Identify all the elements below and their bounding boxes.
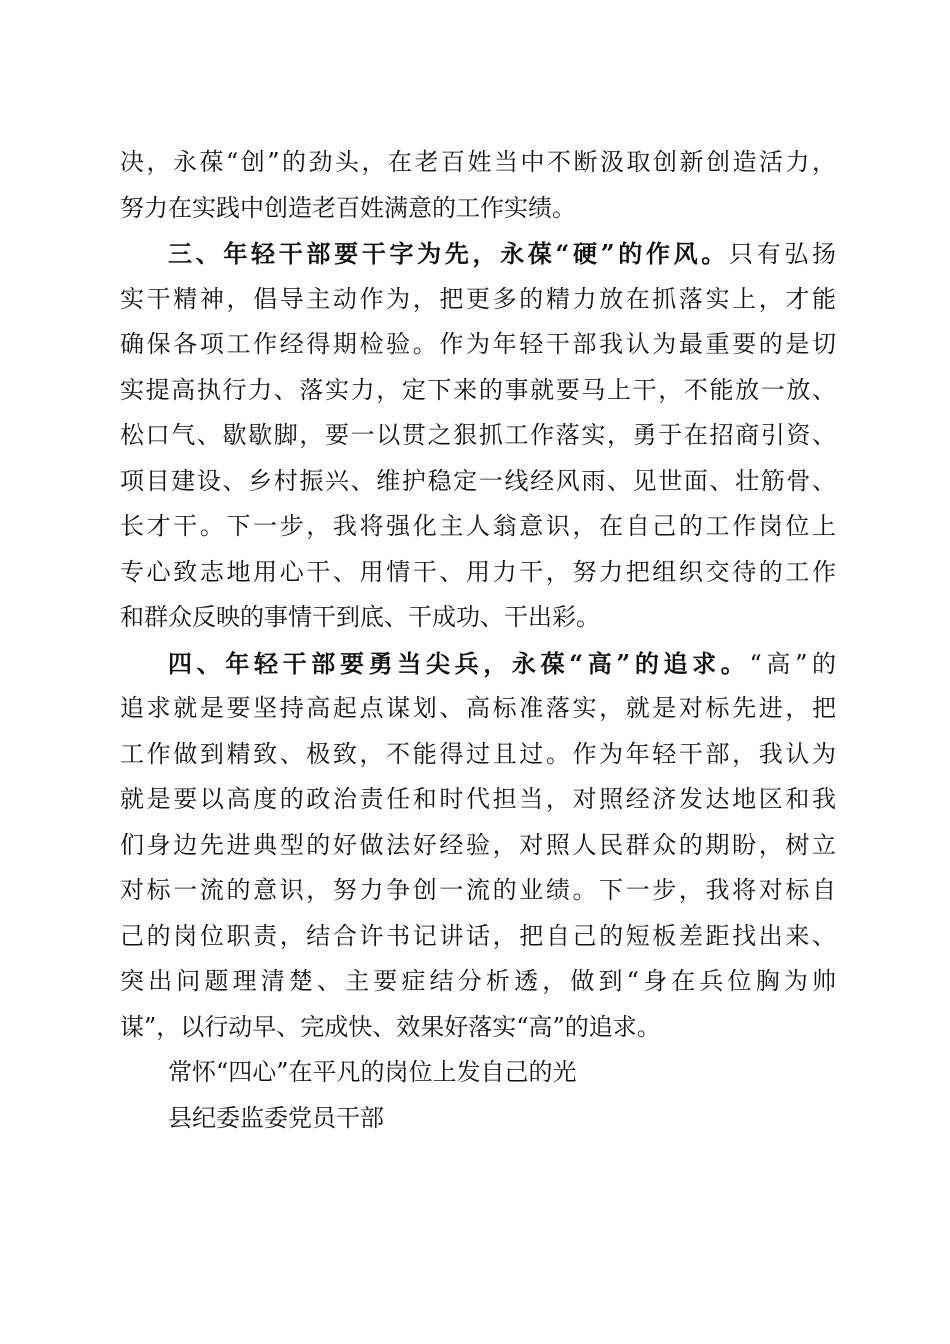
paragraph-line: 决，永葆“创”的劲头，在老百姓当中不断汲取创新创造活力，	[120, 148, 836, 176]
paragraph-line: 们身边先进典型的好做法好经验，对照人民群众的期盼，树立	[120, 830, 836, 859]
paragraph-line: 对标一流的意识，努力争创一流的业绩。下一步，我将对标自	[120, 876, 836, 904]
paragraph-first-line	[120, 231, 836, 277]
paragraph-text: 只有弘扬	[728, 240, 836, 268]
paragraph-line: 谋”，以行动早、完成快、效果好落实“高”的追求。	[120, 1012, 661, 1041]
article-author: 县纪委监委党员干部	[168, 1103, 384, 1132]
paragraph-line: 实提高执行力、落实力，定下来的事就要马上干，不能放一放、	[120, 375, 836, 404]
paragraph-line: 就是要以高度的政治责任和时代担当，对照经济发达地区和我	[120, 785, 836, 813]
paragraph-line: 突出问题理清楚、主要症结分析透，做到“身在兵位胸为帅	[120, 967, 836, 995]
paragraph-text: “高”的	[749, 649, 836, 678]
paragraph-line: 松口气、歇歇脚，要一以贯之狠抓工作落实，勇于在招商引资、	[120, 421, 836, 449]
section-heading: 三、年轻干部要干字为先，永葆“硬”的作风。	[168, 239, 729, 268]
paragraph-line: 长才干。下一步，我将强化主人翁意识，在自己的工作岗位上	[120, 512, 836, 540]
article-title: 常怀“四心”在平凡的岗位上发自己的光	[168, 1058, 577, 1086]
paragraph-first-line	[120, 641, 836, 687]
paragraph-line: 专心致志地用心干、用情干、用力干，努力把组织交待的工作	[120, 557, 836, 586]
paragraph-line: 己的岗位职责，结合许书记讲话，把自己的短板差距找出来、	[120, 921, 836, 950]
paragraph-line: 工作做到精致、极致，不能得过且过。作为年轻干部，我认为	[120, 739, 836, 768]
paragraph-line: 实干精神，倡导主动作为，把更多的精力放在抓落实上，才能	[120, 284, 836, 313]
section-heading: 四、年轻干部要勇当尖兵，永葆“高”的追求。	[168, 648, 750, 678]
document-body	[120, 140, 836, 1141]
paragraph-line: 努力在实践中创造老百姓满意的工作实绩。	[120, 193, 576, 222]
paragraph-line: 追求就是要坚持高起点谋划、高标准落实，就是对标先进，把	[120, 694, 836, 722]
paragraph-line: 和群众反映的事情干到底、干成功、干出彩。	[120, 603, 600, 631]
paragraph-line: 确保各项工作经得期检验。作为年轻干部我认为最重要的是切	[120, 330, 836, 358]
paragraph-line: 项目建设、乡村振兴、维护稳定一线经风雨、见世面、壮筋骨、	[120, 466, 836, 495]
